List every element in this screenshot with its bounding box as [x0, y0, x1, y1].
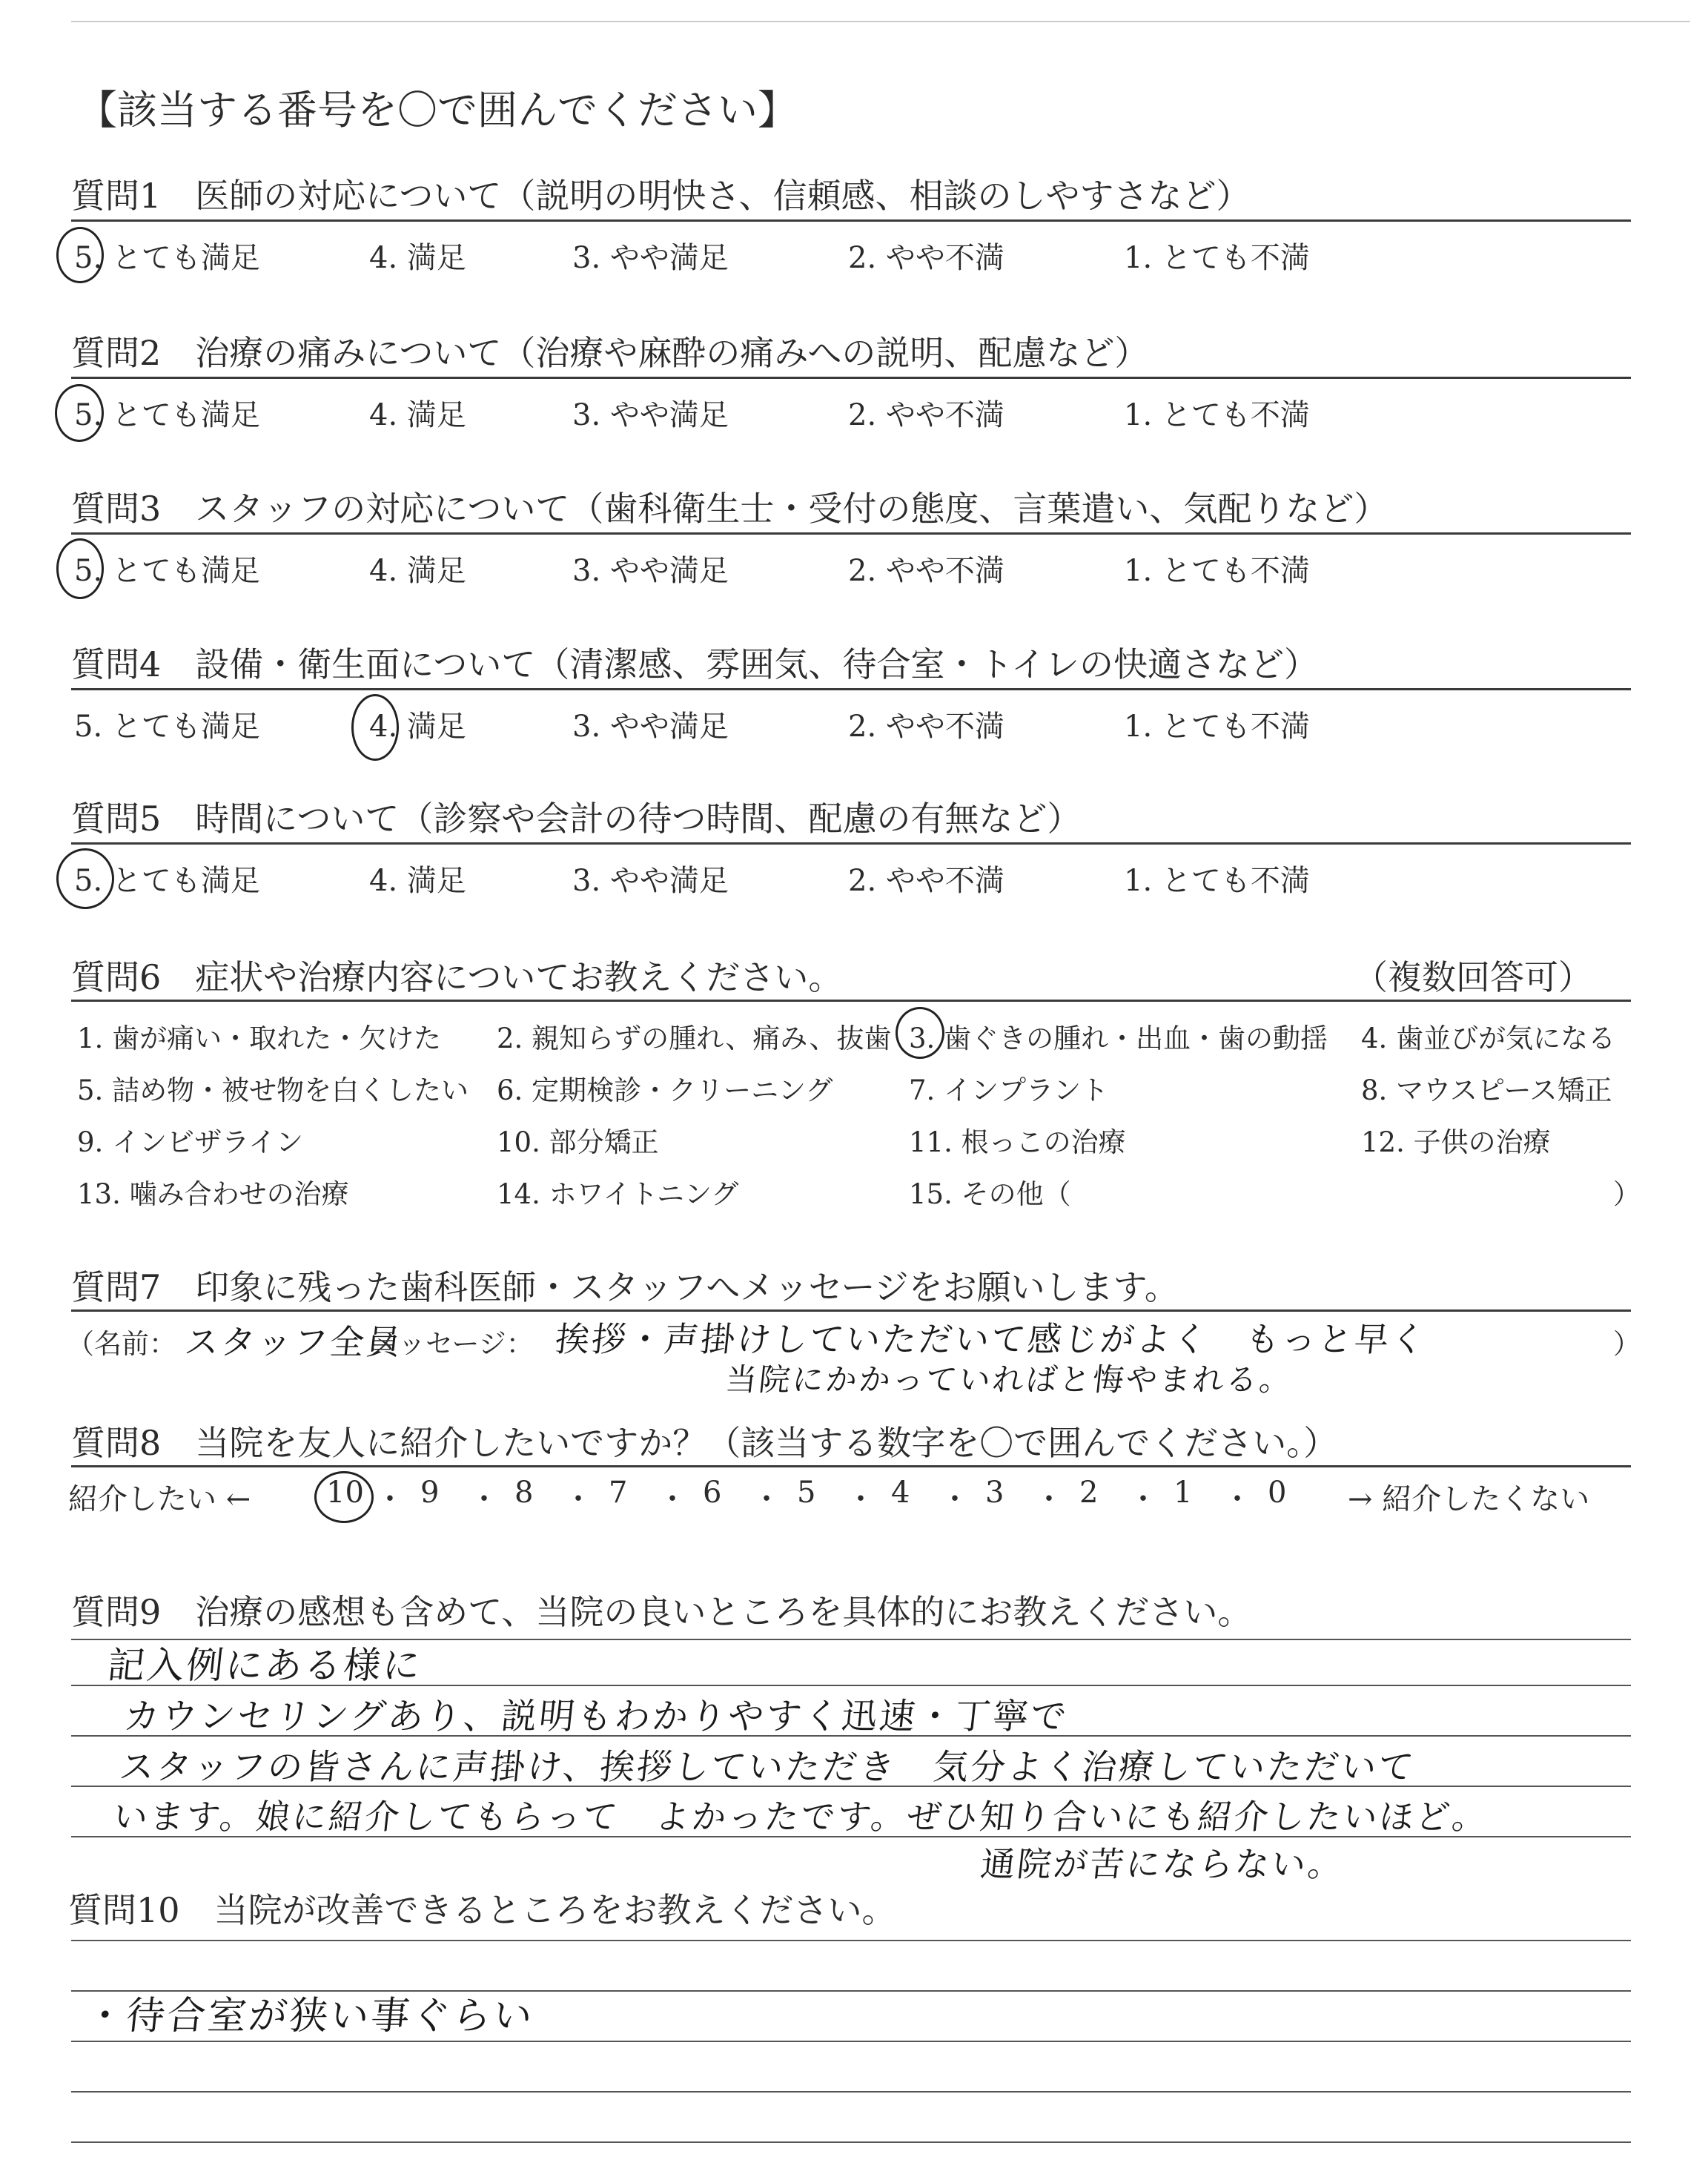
q8-heading: 質問8 当院を友人に紹介したいですか？（該当する数字を〇で囲んでください。） — [71, 1423, 1338, 1463]
q8-scale-separator: ・ — [1222, 1482, 1252, 1516]
q8-scale-value[interactable]: 3 — [985, 1476, 1004, 1510]
q6-note: （複数回答可） — [1354, 957, 1592, 997]
q2-option-4[interactable]: 4. 満足 — [369, 398, 466, 432]
q6-option[interactable]: 10. 部分矯正 — [497, 1126, 659, 1158]
q1-rule — [71, 219, 1631, 222]
q6-option[interactable]: 15. その他（ — [909, 1178, 1071, 1210]
q6-option[interactable]: 12. 子供の治療 — [1361, 1126, 1551, 1158]
q6-other-close: ） — [1613, 1178, 1641, 1210]
q8-scale-separator: ・ — [375, 1482, 405, 1516]
q7-message-line-2: 当院にかかっていればと悔やまれる。 — [724, 1361, 1295, 1398]
q5-option-2[interactable]: 2. やや不満 — [848, 864, 1004, 898]
q8-right-label: → 紹介したくない — [1348, 1482, 1590, 1516]
q6-option[interactable]: 5. 詰め物・被せ物を白くしたい — [77, 1074, 469, 1106]
q9-heading: 質問9 治療の感想も含めて、当院の良いところを具体的にお教えください。 — [71, 1592, 1252, 1632]
q5-option-4[interactable]: 4. 満足 — [369, 864, 466, 898]
q6-option[interactable]: 6. 定期検診・クリーニング — [497, 1074, 833, 1106]
q9-answer-line: います。娘に紹介してもらって よかったです。ぜひ知り合いにも紹介したいほど。 — [111, 1797, 1491, 1837]
q4-option-5[interactable]: 5. とても満足 — [74, 710, 260, 744]
q5-option-3[interactable]: 3. やや満足 — [572, 864, 729, 898]
q5-option-1[interactable]: 1. とても不満 — [1124, 864, 1310, 898]
q6-option[interactable]: 13. 噛み合わせの治療 — [77, 1178, 349, 1210]
q2-heading: 質問2 治療の痛みについて（治療や麻酔の痛みへの説明、配慮など） — [71, 333, 1149, 373]
q2-selection-circle — [55, 384, 104, 442]
q3-option-5[interactable]: 5. とても満足 — [74, 554, 260, 588]
q8-scale-value[interactable]: 7 — [609, 1476, 628, 1510]
q6-option[interactable]: 2. 親知らずの腫れ、痛み、抜歯 — [497, 1023, 892, 1054]
q8-scale-value[interactable]: 9 — [420, 1476, 440, 1510]
q8-scale-separator: ・ — [752, 1482, 781, 1516]
q10-line — [71, 2091, 1631, 2093]
q6-option[interactable]: 7. インプラント — [909, 1074, 1109, 1106]
q8-scale-value[interactable]: 8 — [514, 1476, 534, 1510]
q7-message-line-1: 挨拶・声掛けしていただいて感じがよく もっと早く — [553, 1319, 1429, 1359]
q4-selection-circle — [351, 694, 399, 761]
q2-option-3[interactable]: 3. やや満足 — [572, 398, 729, 432]
q5-selection-circle — [56, 848, 114, 909]
q8-rule — [71, 1465, 1631, 1467]
q7-rule — [71, 1309, 1631, 1312]
q1-option-1[interactable]: 1. とても不満 — [1124, 241, 1310, 275]
q8-scale-value[interactable]: 0 — [1268, 1476, 1287, 1510]
q8-scale-value[interactable]: 6 — [703, 1476, 722, 1510]
q10-heading: 質問10 当院が改善できるところをお教えください。 — [68, 1890, 896, 1930]
q9-answer-line: 通院が苦にならない。 — [979, 1844, 1346, 1884]
q1-selection-circle — [56, 227, 104, 283]
q3-option-2[interactable]: 2. やや不満 — [848, 554, 1004, 588]
q8-scale-separator: ・ — [940, 1482, 970, 1516]
q3-option-3[interactable]: 3. やや満足 — [572, 554, 729, 588]
q2-option-5[interactable]: 5. とても満足 — [74, 398, 260, 432]
q9-answer-line: スタッフの皆さんに声掛け、挨拶していただき 気分よく治療していただいて — [117, 1747, 1418, 1788]
q10-line — [71, 2041, 1631, 2042]
q10-answer-line: ・待合室が狭い事ぐらい — [83, 1994, 537, 2038]
q4-option-1[interactable]: 1. とても不満 — [1124, 710, 1310, 744]
q4-option-4[interactable]: 4. 満足 — [369, 710, 466, 744]
q7-message-label: メッセージ： — [371, 1328, 534, 1360]
q8-left-label: 紹介したい ← — [68, 1482, 251, 1516]
q6-option[interactable]: 3. 歯ぐきの腫れ・出血・歯の動揺 — [909, 1023, 1328, 1054]
q4-heading: 質問4 設備・衛生面について（清潔感、雰囲気、待合室・トイレの快適さなど） — [71, 644, 1319, 684]
q1-option-5[interactable]: 5. とても満足 — [74, 241, 260, 275]
top-border — [71, 21, 1690, 22]
q6-option[interactable]: 1. 歯が痛い・取れた・欠けた — [77, 1023, 442, 1054]
q9-answer-line: 記入例にある様に — [105, 1644, 425, 1687]
q8-scale-separator: ・ — [1128, 1482, 1158, 1516]
q2-option-1[interactable]: 1. とても不満 — [1124, 398, 1310, 432]
q5-rule — [71, 842, 1631, 845]
q8-scale-value[interactable]: 1 — [1174, 1476, 1193, 1510]
q8-scale-value[interactable]: 10 — [326, 1476, 364, 1510]
q1-heading: 質問1 医師の対応について（説明の明快さ、信頼感、相談のしやすさなど） — [71, 176, 1251, 216]
q6-option[interactable]: 8. マウスピース矯正 — [1361, 1074, 1612, 1106]
q8-scale-separator: ・ — [846, 1482, 875, 1516]
q6-option[interactable]: 4. 歯並びが気になる — [1361, 1023, 1616, 1054]
q5-option-5[interactable]: 5. とても満足 — [74, 864, 260, 898]
q3-rule — [71, 532, 1631, 535]
q1-option-4[interactable]: 4. 満足 — [369, 241, 466, 275]
q2-option-2[interactable]: 2. やや不満 — [848, 398, 1004, 432]
q3-selection-circle — [56, 538, 104, 599]
q8-scale-separator: ・ — [658, 1482, 687, 1516]
q8-scale-value[interactable]: 4 — [891, 1476, 910, 1510]
q3-heading: 質問3 スタッフの対応について（歯科衛生士・受付の態度、言葉遣い、気配りなど） — [71, 489, 1388, 529]
q1-option-2[interactable]: 2. やや不満 — [848, 241, 1004, 275]
page-title: 【該当する番号を〇で囲んでください】 — [77, 87, 798, 133]
q8-scale-value[interactable]: 5 — [797, 1476, 816, 1510]
q10-line — [71, 1940, 1631, 1941]
q7-name-label: （名前： — [67, 1328, 176, 1360]
q6-rule — [71, 1000, 1631, 1002]
q8-scale-separator: ・ — [1034, 1482, 1064, 1516]
q1-option-3[interactable]: 3. やや満足 — [572, 241, 729, 275]
q6-option[interactable]: 14. ホワイトニング — [497, 1178, 739, 1210]
q8-scale-separator: ・ — [563, 1482, 593, 1516]
q7-name-value: スタッフ全員 — [182, 1322, 405, 1362]
q10-line — [71, 2141, 1631, 2143]
q4-rule — [71, 688, 1631, 690]
q6-heading: 質問6 症状や治療内容についてお教えください。 — [71, 957, 843, 997]
q4-option-2[interactable]: 2. やや不満 — [848, 710, 1004, 744]
q4-option-3[interactable]: 3. やや満足 — [572, 710, 729, 744]
q6-option[interactable]: 11. 根っこの治療 — [909, 1126, 1126, 1158]
q3-option-1[interactable]: 1. とても不満 — [1124, 554, 1310, 588]
q8-scale-separator: ・ — [469, 1482, 499, 1516]
q9-answer-line: カウンセリングあり、説明もわかりやすく迅速・丁寧で — [122, 1696, 1071, 1737]
q8-scale-value[interactable]: 2 — [1079, 1476, 1099, 1510]
q7-close: ） — [1613, 1328, 1641, 1360]
q8-selection-circle — [314, 1471, 374, 1523]
q7-heading: 質問7 印象に残った歯科医師・スタッフへメッセージをお願いします。 — [71, 1267, 1179, 1307]
q2-rule — [71, 377, 1631, 379]
q6-selection-circle — [896, 1007, 944, 1059]
q3-option-4[interactable]: 4. 満足 — [369, 554, 466, 588]
q5-heading: 質問5 時間について（診察や会計の待つ時間、配慮の有無など） — [71, 799, 1082, 839]
q6-option[interactable]: 9. インビザライン — [77, 1126, 303, 1158]
